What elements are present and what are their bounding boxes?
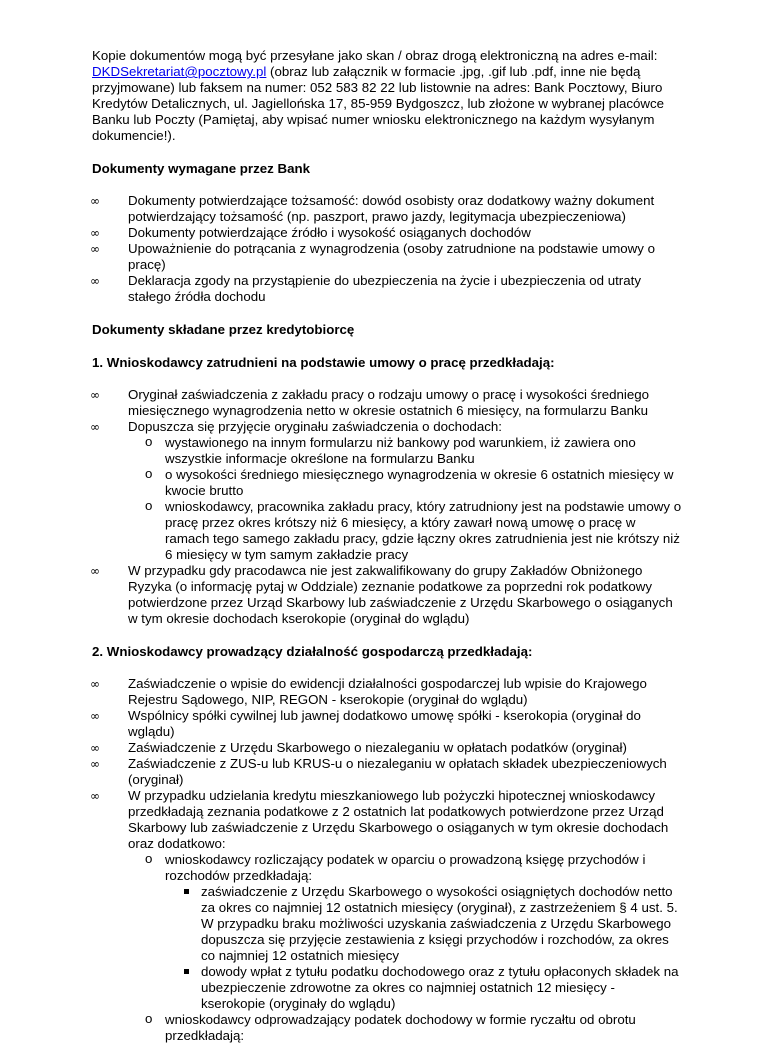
circle-bullet-icon: o bbox=[145, 851, 153, 866]
list-item bbox=[92, 273, 682, 305]
sub-list-item bbox=[128, 852, 682, 1012]
list-item bbox=[92, 193, 682, 225]
section-2-sub-sub-list bbox=[165, 884, 682, 1012]
section-1-sub-list bbox=[128, 435, 682, 563]
infinity-bullet-icon: ∞ bbox=[90, 194, 100, 208]
sub-list-item-text: o wysokości średniego miesięcznego wynagrodzenia w okresie 6 ostatnich miesięcy w kwocie brutto bbox=[165, 467, 674, 498]
list-item bbox=[92, 788, 682, 1044]
intro-text-before-link: Kopie dokumentów mogą być przesyłane jako skan / obraz drogą elektroniczną na adres e-mail: bbox=[92, 48, 658, 63]
section-bank-heading: Dokumenty wymagane przez Bank bbox=[92, 161, 310, 176]
section-1-heading: 1. Wnioskodawcy zatrudnieni na podstawie umowy o pracę przedkładają: bbox=[92, 355, 555, 370]
list-item bbox=[92, 241, 682, 273]
list-item-text: Upoważnienie do potrącania z wynagrodzenia (osoby zatrudnione na podstawie umowy o pracę) bbox=[128, 241, 656, 272]
square-bullet-icon bbox=[184, 969, 189, 974]
list-item-text: Oryginał zaświadczenia z zakładu pracy o rodzaju umowy o pracę i wysokości średniego miesięcznego wynagrodzenia netto w okresie ostatnich 6 miesięcy, na formularzu Banku bbox=[128, 387, 650, 418]
circle-bullet-icon: o bbox=[145, 434, 153, 449]
list-item-text: Zaświadczenie o wpisie do ewidencji działalności gospodarczej lub wpisie do Krajowego Rejestru Sądowego, NIP, REGON - kserokopie (oryginał do wglądu) bbox=[128, 676, 647, 707]
infinity-bullet-icon: ∞ bbox=[90, 709, 100, 723]
circle-bullet-icon: o bbox=[145, 466, 153, 481]
list-item bbox=[92, 225, 682, 241]
list-item-text: Zaświadczenie z ZUS-u lub KRUS-u o niezaleganiu w opłatach składek ubezpieczeniowych (oryginał) bbox=[128, 756, 667, 787]
infinity-bullet-icon: ∞ bbox=[90, 757, 100, 771]
sub-sub-list-item-text: dowody wpłat z tytułu podatku dochodowego oraz z tytułu opłaconych składek na ubezpieczenie zdrowotne za okres co najmniej ostatnich 12 miesięcy - kserokopie (oryginały do wglądu) bbox=[201, 964, 679, 1011]
sub-sub-list-item bbox=[165, 964, 682, 1012]
sub-list-item bbox=[128, 1012, 682, 1044]
sub-sub-list-item-text: zaświadczenie z Urzędu Skarbowego o wysokości osiągniętych dochodów netto za okres co najmniej 12 ostatnich miesięcy (oryginał), z zastrzeżeniem § 4 ust. 5. W przypadku braku możliwości uzyskania zaświadczenia z Urzędu Skarbowego dopuszcza się przyjęcie zestawienia z księgi przychodów i rozchodów, za okres co najmniej 12 ostatnich miesięcy bbox=[201, 884, 678, 963]
intro-paragraph bbox=[92, 48, 682, 144]
square-bullet-icon bbox=[184, 889, 189, 894]
infinity-bullet-icon: ∞ bbox=[90, 564, 100, 578]
list-item-text: Dopuszcza się przyjęcie oryginału zaświadczenia o dochodach: bbox=[128, 419, 502, 434]
infinity-bullet-icon: ∞ bbox=[90, 741, 100, 755]
section-2-heading: 2. Wnioskodawcy prowadzący działalność gospodarczą przedkładają: bbox=[92, 644, 533, 659]
list-item bbox=[92, 387, 682, 419]
list-item bbox=[92, 756, 682, 788]
sub-list-item-text: wnioskodawcy, pracownika zakładu pracy, który zatrudniony jest na podstawie umowy o pracę przez okres krótszy niż 6 miesięcy, a który zawarł nową umowę o pracę w ramach tego samego zakładu pracy, gdzie łączny okres zatrudnienia jest nie krótszy niż 6 miesięcy w tym samym zakładzie pracy bbox=[165, 499, 682, 562]
list-item bbox=[92, 563, 682, 627]
list-item-text: Dokumenty potwierdzające tożsamość: dowód osobisty oraz dodatkowy ważny dokument potwierdzający tożsamość (np. paszport, prawo jazdy, legitymacja ubezpieczeniowa) bbox=[128, 193, 655, 224]
list-item bbox=[92, 419, 682, 563]
infinity-bullet-icon: ∞ bbox=[90, 420, 100, 434]
infinity-bullet-icon: ∞ bbox=[90, 274, 100, 288]
section-2-list bbox=[92, 676, 682, 1044]
section-1-list bbox=[92, 387, 682, 627]
sub-list-item bbox=[128, 435, 682, 467]
list-item-text: W przypadku udzielania kredytu mieszkaniowego lub pożyczki hipotecznej wnioskodawcy przedkładają zeznania podatkowe z 2 ostatnich lat podatkowych potwierdzone przez Urząd Skarbowy lub zaświadczenie z Urzędu Skarbowego o osiąganych w tym okresie dochodach oraz dodatkowo: bbox=[128, 788, 669, 851]
list-item bbox=[92, 708, 682, 740]
list-item-text: Dokumenty potwierdzające źródło i wysokość osiąganych dochodów bbox=[128, 225, 531, 240]
section-borrower-heading: Dokumenty składane przez kredytobiorcę bbox=[92, 322, 355, 337]
list-item-text: Deklaracja zgody na przystąpienie do ubezpieczenia na życie i ubezpieczenia od utraty stałego źródła dochodu bbox=[128, 273, 641, 304]
list-item-text: Zaświadczenie z Urzędu Skarbowego o niezaleganiu w opłatach podatków (oryginał) bbox=[128, 740, 627, 755]
infinity-bullet-icon: ∞ bbox=[90, 242, 100, 256]
document-page bbox=[92, 48, 682, 1044]
infinity-bullet-icon: ∞ bbox=[90, 677, 100, 691]
circle-bullet-icon: o bbox=[145, 1011, 153, 1026]
infinity-bullet-icon: ∞ bbox=[90, 789, 100, 803]
list-item-text: W przypadku gdy pracodawca nie jest zakwalifikowany do grupy Zakładów Obniżonego Ryzyka (o informację pytaj w Oddziale) zeznanie podatkowe za poprzedni rok podatkowy potwierdzone przez Urząd Skarbowy lub zaświadczenie z Urzędu Skarbowego o osiąganych w tym okresie dochodach kserokopie (oryginał do wglądu) bbox=[128, 563, 673, 626]
sub-list-item bbox=[128, 499, 682, 563]
sub-list-item-text: wnioskodawcy odprowadzający podatek dochodowy w formie ryczałtu od obrotu przedkładają: bbox=[165, 1012, 636, 1043]
infinity-bullet-icon: ∞ bbox=[90, 388, 100, 402]
section-2-sub-list bbox=[128, 852, 682, 1044]
infinity-bullet-icon: ∞ bbox=[90, 226, 100, 240]
list-item bbox=[92, 740, 682, 756]
list-item-text: Wspólnicy spółki cywilnej lub jawnej dodatkowo umowę spółki - kserokopia (oryginał do wglądu) bbox=[128, 708, 641, 739]
sub-list-item-text: wnioskodawcy rozliczający podatek w oparciu o prowadzoną księgę przychodów i rozchodów przedkładają: bbox=[165, 852, 646, 883]
sub-list-item bbox=[128, 467, 682, 499]
email-link[interactable]: DKDSekretariat@pocztowy.pl bbox=[92, 64, 267, 79]
list-item bbox=[92, 676, 682, 708]
intro-text-after-link: (obraz lub załącznik w formacie .jpg, .gif lub .pdf, inne nie będą przyjmowane) lub faksem na numer: 052 583 82 22 lub listownie na adres: Bank Pocztowy, Biuro Kredytów Detalicznych, ul. Jagiellońska 17, 85-959 Bydgoszcz, lub złożone w wybranej placówce Banku lub Poczty (Pamiętaj, aby wpisać numer wniosku elektronicznego na każdym wysyłanym dokumencie!). bbox=[92, 64, 665, 143]
circle-bullet-icon: o bbox=[145, 498, 153, 513]
section-bank-list bbox=[92, 193, 682, 305]
sub-list-item-text: wystawionego na innym formularzu niż bankowy pod warunkiem, iż zawiera ono wszystkie informacje określone na formularzu Banku bbox=[165, 435, 636, 466]
sub-sub-list-item bbox=[165, 884, 682, 964]
